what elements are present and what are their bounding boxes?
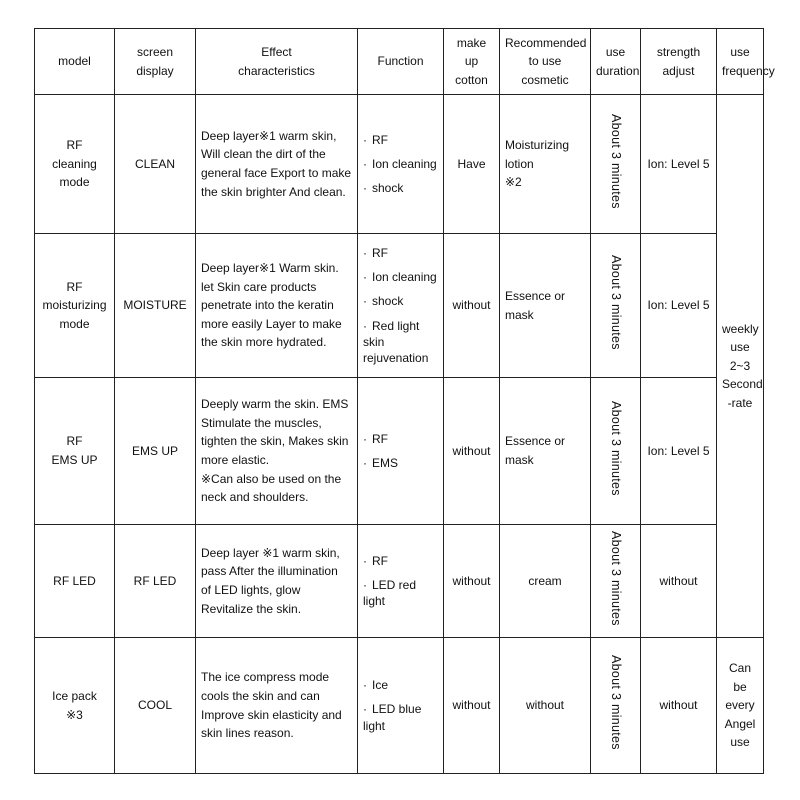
model-line: mode (59, 316, 90, 331)
table-row (35, 95, 764, 234)
effect-line: cools the skin and can (201, 688, 320, 703)
header-frequency: use frequency (717, 29, 764, 95)
frequency-line: use (730, 340, 750, 355)
screen-display-text: EMS UP (131, 443, 178, 458)
model-line: RF (66, 138, 83, 153)
model-line: Ice pack (52, 688, 97, 703)
bullet-icon: · (363, 553, 367, 568)
strength-cell (641, 638, 717, 774)
effect-line: Will clean the dirt of the (201, 147, 326, 162)
function-label: RF (372, 245, 388, 260)
bullet-icon: · (363, 132, 367, 147)
duration-cell (591, 638, 641, 774)
function-item (363, 245, 438, 261)
screen-display-text: MOISTURE (123, 298, 187, 313)
bullet-icon: · (363, 270, 367, 285)
function-label: shock (372, 181, 404, 196)
model-cell (35, 234, 115, 378)
function-label: Red light skin rejuvenation (363, 318, 429, 365)
function-cell (358, 525, 444, 638)
makeup-cotton-cell (444, 95, 500, 234)
effect-line: tighten the skin, Makes skin (201, 434, 349, 449)
bullet-icon: · (363, 456, 367, 470)
model-line: moisturizing (42, 298, 107, 313)
function-item (363, 269, 438, 285)
effect-line: pass After the illumination (201, 564, 338, 579)
effect-line: the skin brighter And clean. (201, 184, 346, 199)
model-line: RF LED (53, 573, 96, 588)
header-strength: strength adjust (641, 29, 717, 95)
header-makeup-cotton: make up cotton (444, 29, 500, 95)
duration-cell (591, 95, 641, 234)
screen-display-cell (115, 525, 196, 638)
spec-table (34, 28, 775, 774)
model-line: RF (66, 279, 83, 294)
effect-line: skin lines reason. (201, 726, 294, 741)
bullet-icon: · (363, 678, 367, 693)
bullet-icon: · (363, 294, 367, 309)
strength-text: Ion: Level 5 (647, 298, 710, 313)
function-label: RF (372, 431, 388, 446)
model-cell (35, 95, 115, 234)
table-row (35, 378, 764, 525)
recommended-cell (500, 378, 591, 525)
header-function: Function (358, 29, 444, 95)
function-item (363, 293, 438, 309)
makeup-cotton-text: Have (457, 156, 486, 171)
effect-line: Deep layer※1 warm skin, (201, 128, 337, 143)
makeup-cotton-text: without (452, 573, 491, 588)
strength-cell (641, 525, 717, 638)
function-cell (358, 234, 444, 378)
header-row (35, 29, 764, 95)
duration-cell (591, 525, 641, 638)
strength-cell (641, 234, 717, 378)
function-item (363, 577, 438, 609)
duration-text: About 3 minutes (609, 113, 624, 209)
recommended-cell (500, 525, 591, 638)
screen-display-cell (115, 234, 196, 378)
model-cell (35, 638, 115, 774)
table-row (35, 525, 764, 638)
header-duration: use duration (591, 29, 641, 95)
strength-text: Ion: Level 5 (647, 156, 710, 171)
frequency-line: 2~3 (729, 358, 751, 373)
makeup-cotton-cell (444, 638, 500, 774)
model-line: cleaning (52, 156, 97, 171)
effect-line: let Skin care products (201, 279, 317, 294)
frequency-line: Angel (724, 716, 756, 731)
strength-cell (641, 378, 717, 525)
recommended-line: mask (505, 453, 534, 467)
function-item (363, 553, 438, 569)
effect-line: penetrate into the keratin (201, 298, 334, 313)
function-label: LED red light (363, 577, 417, 609)
effect-cell (196, 378, 358, 525)
function-cell (358, 95, 444, 234)
effect-cell (196, 95, 358, 234)
bullet-icon: · (363, 318, 367, 333)
duration-text: About 3 minutes (609, 655, 624, 751)
effect-line: more elastic. (201, 453, 270, 467)
recommended-line: Moisturizing (505, 138, 570, 153)
effect-line: the skin more hydrated. (201, 335, 327, 350)
function-item (363, 431, 438, 447)
function-item (363, 132, 438, 148)
model-line: EMS UP (51, 453, 98, 467)
recommended-line: Essence or (505, 434, 566, 449)
screen-display-cell (115, 378, 196, 525)
function-label: Ion cleaning (372, 156, 437, 171)
frequency-line: every (725, 698, 755, 713)
recommended-line: Essence or (505, 288, 566, 303)
recommended-cell (500, 638, 591, 774)
bullet-icon: · (363, 181, 367, 196)
function-label: Ion cleaning (372, 270, 437, 285)
function-item (363, 701, 438, 733)
header-recommended: Recommended to use cosmetic (500, 29, 591, 95)
weekly-frequency-cell (717, 95, 764, 638)
makeup-cotton-cell (444, 378, 500, 525)
duration-text: About 3 minutes (609, 530, 624, 626)
frequency-line: Second (722, 377, 763, 392)
screen-display-text: CLEAN (134, 156, 175, 171)
effect-line: neck and shoulders. (201, 490, 309, 505)
effect-cell (196, 638, 358, 774)
function-item (363, 318, 438, 367)
duration-cell (591, 234, 641, 378)
duration-text: About 3 minutes (609, 255, 624, 351)
effect-line: Deep layer ※1 warm skin, (201, 545, 340, 560)
function-cell (358, 638, 444, 774)
bullet-icon: · (363, 156, 367, 171)
makeup-cotton-text: without (452, 698, 491, 713)
makeup-cotton-text: without (452, 298, 491, 313)
screen-display-cell (115, 638, 196, 774)
header-model: model (35, 29, 115, 95)
recommended-line: lotion (505, 156, 534, 171)
effect-line: Stimulate the muscles, (201, 415, 322, 430)
table-row (35, 638, 764, 774)
function-item (363, 677, 438, 693)
model-line: mode (59, 175, 90, 190)
function-label: Ice (372, 678, 389, 693)
duration-text: About 3 minutes (609, 400, 624, 496)
effect-line: Deeply warm the skin. EMS (201, 397, 349, 412)
effect-line: of LED lights, glow (201, 583, 301, 597)
strength-cell (641, 95, 717, 234)
model-cell (35, 378, 115, 525)
frequency-line: Can be (728, 661, 751, 694)
header-screen-display: screen display (115, 29, 196, 95)
function-label: LED blue light (363, 702, 422, 733)
effect-cell (196, 234, 358, 378)
screen-display-text: COOL (137, 698, 172, 713)
function-item (363, 455, 438, 471)
effect-line: Deep layer※1 Warm skin. (201, 261, 339, 276)
model-line: ※3 (66, 707, 83, 722)
bullet-icon: · (363, 431, 367, 446)
duration-cell (591, 378, 641, 525)
effect-line: The ice compress mode (201, 670, 330, 685)
header-effect: Effect characteristics (196, 29, 358, 95)
model-line: RF (66, 434, 83, 449)
function-label: RF (372, 132, 388, 147)
recommended-line: without (525, 698, 565, 713)
recommended-cell (500, 234, 591, 378)
recommended-line: mask (505, 307, 534, 322)
bullet-icon: · (363, 245, 367, 260)
makeup-cotton-cell (444, 234, 500, 378)
screen-display-text: RF LED (133, 573, 177, 588)
effect-line: Revitalize the skin. (201, 601, 302, 616)
makeup-cotton-text: without (452, 443, 491, 458)
frequency-line: use (730, 735, 750, 750)
makeup-cotton-cell (444, 525, 500, 638)
recommended-cell (500, 95, 591, 234)
bullet-icon: · (363, 702, 367, 717)
frequency-line: -rate (727, 395, 753, 410)
strength-text: without (659, 698, 698, 713)
model-cell (35, 525, 115, 638)
function-cell (358, 378, 444, 525)
function-label: RF (372, 553, 388, 568)
frequency-cell (717, 638, 764, 774)
effect-line: more easily Layer to make (201, 316, 342, 331)
effect-line: ※Can also be used on the (201, 471, 342, 486)
screen-display-cell (115, 95, 196, 234)
strength-text: without (659, 573, 698, 588)
function-item (363, 156, 438, 172)
effect-cell (196, 525, 358, 638)
effect-line: Improve skin elasticity and (201, 707, 342, 722)
recommended-line: cream (528, 573, 562, 588)
table-row (35, 234, 764, 378)
frequency-line: weekly (722, 321, 759, 336)
function-item (363, 180, 438, 196)
recommended-line: ※2 (505, 175, 522, 190)
strength-text: Ion: Level 5 (647, 443, 710, 458)
bullet-icon: · (363, 577, 367, 592)
function-label: EMS (372, 456, 399, 470)
function-label: shock (372, 294, 404, 309)
effect-line: general face Export to make (201, 166, 352, 180)
